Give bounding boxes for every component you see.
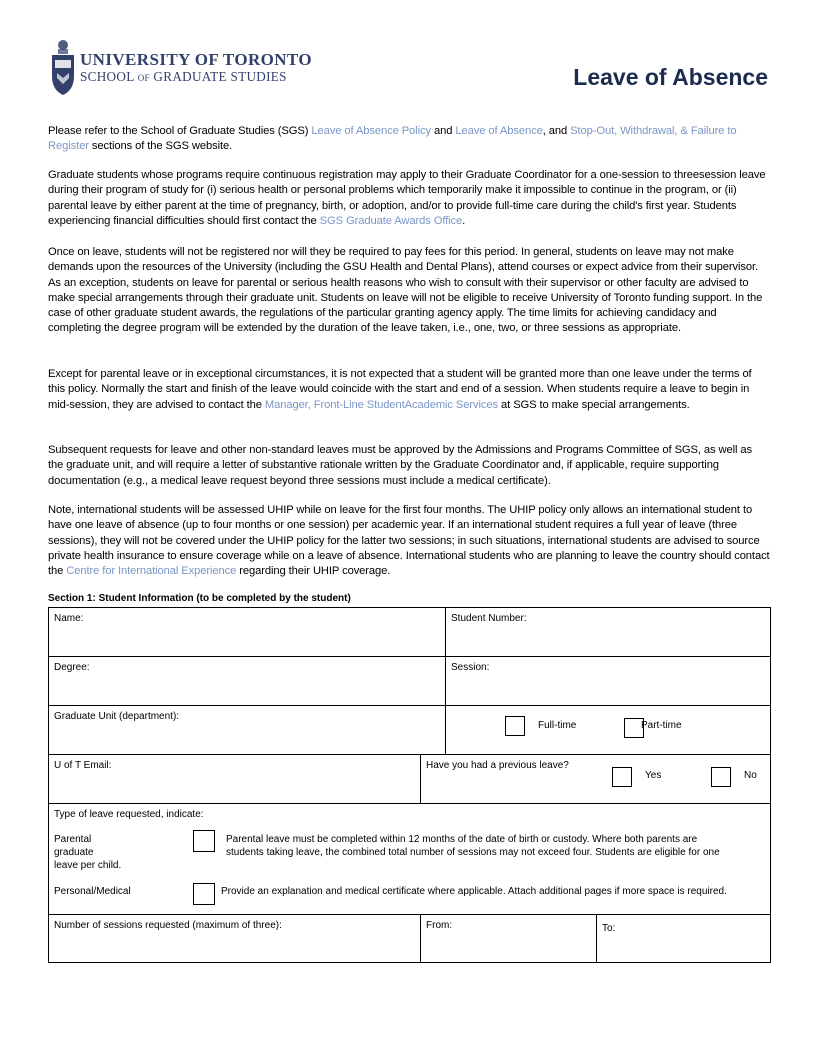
parental-checkbox[interactable] <box>193 830 215 852</box>
previous-leave-no-checkbox[interactable] <box>711 767 731 787</box>
parental-description: Parental leave must be completed within 12 months of the date of birth or custody. Where both parents are students taking leave, the combined total number of sessions may not exceed four. Students are eligible for one <box>226 834 720 858</box>
section-1-title: Section 1: Student Information (to be completed by the student) <box>48 593 351 604</box>
parttime-label: Part-time <box>641 720 682 731</box>
page-title: Leave of Absence <box>573 64 768 90</box>
personal-medical-checkbox[interactable] <box>193 883 215 905</box>
subsequent-requests-paragraph: Subsequent requests for leave and other non-standard leaves must be approved by the Admissions and Programs Committee of SGS, as well as the graduate unit, and will require a letter of substantive rationale written by the Graduate Coordinator and, if applicable, require supporting documentation (e.g., a medical leave request beyond three sessions must include a medical certificate). <box>48 444 753 487</box>
exceptions-paragraph: Except for parental leave or in exceptional circumstances, it is not expected that a student will be granted more than one leave under the terms of this policy. Normally the start and finish of the leave would coincide with the start and end of a session. When students require a leave to begin in mid-session, they are advised to contact the Manager, Front-Line StudentAcademic Services at SGS to make special arrangements. <box>48 368 752 411</box>
intro-paragraph: Please refer to the School of Graduate Studies (SGS) Leave of Absence Policy and Leave of Absence, and Stop-Out, Withdrawal, & Failure to Register sections of the SGS website. <box>48 125 737 153</box>
no-label: No <box>744 770 757 781</box>
fulltime-checkbox[interactable] <box>505 716 525 736</box>
leave-policy-link[interactable]: Leave of Absence Policy <box>311 125 431 137</box>
eligibility-paragraph: Graduate students whose programs require continuous registration may apply to their Graduate Coordinator for a one-session to threesession leave during their program of study for (i) serious health or personal problems which temporarily make it impossible to continue in the program, or (ii) parental leave by either parent at the time of pregnancy, birth, or adoption, and/or to provide full-time care during the child's first year. Students experiencing financial difficulties should first contact the SGS Graduate Awards Office. <box>48 169 766 227</box>
session-field[interactable]: Session: <box>446 657 771 706</box>
to-field[interactable]: To: <box>597 915 771 963</box>
parental-label: Parental graduate leave per child. <box>54 834 122 871</box>
yes-label: Yes <box>645 770 662 781</box>
leave-type-cell <box>49 804 771 915</box>
sessions-requested-field[interactable]: Number of sessions requested (maximum of three): <box>49 915 421 963</box>
international-experience-link[interactable]: Centre for International Experience <box>66 565 237 578</box>
university-logo <box>50 38 312 96</box>
name-field[interactable]: Name: <box>49 608 446 657</box>
email-field[interactable]: U of T Email: <box>49 755 421 804</box>
student-info-form <box>48 607 771 963</box>
stop-out-link[interactable]: Stop-Out, Withdrawal, & Failure to Register <box>48 125 737 153</box>
previous-leave-cell: Have you had a previous leave? Yes No <box>421 755 771 804</box>
university-crest-icon <box>50 38 76 96</box>
degree-field[interactable]: Degree: <box>49 657 446 706</box>
graduate-awards-link[interactable]: SGS Graduate Awards Office <box>319 214 463 227</box>
graduate-unit-field[interactable]: Graduate Unit (department): <box>49 706 446 755</box>
logo-university-name: UNIVERSITY OF TORONTO <box>80 50 312 69</box>
logo-school-name: SCHOOL OF GRADUATE STUDIES <box>80 69 287 84</box>
enrolment-status-cell <box>446 706 771 755</box>
international-paragraph: Note, international students will be assessed UHIP while on leave for the first four months. The UHIP policy only allows an international student to have one leave of absence (up to four months or one session) per academic year. If an international student requires a full year of leave (three sessions), they will not be covered under the UHIP policy for the latter two sessions; in such situations, international students are advised to source private health insurance to ensure coverage while on a leave of absence. International students who are planning to leave the country should contact the Centre for International Experience regarding their UHIP coverage. <box>48 504 770 578</box>
fulltime-label: Full-time <box>538 720 577 731</box>
from-field[interactable]: From: <box>421 915 597 963</box>
student-number-field[interactable]: Student Number: <box>446 608 771 657</box>
personal-medical-label: Personal/Medical <box>54 886 131 897</box>
leave-of-absence-link[interactable]: Leave of Absence <box>455 125 543 137</box>
personal-medical-description: Provide an explanation and medical certificate where applicable. Attach additional pages if more space is required. <box>221 886 727 897</box>
previous-leave-yes-checkbox[interactable] <box>612 767 632 787</box>
on-leave-paragraph: Once on leave, students will not be registered nor will they be required to pay fees for this period. In general, students on leave may not make demands upon the resources of the University (including the GSU Health and Dental Plans), attend courses or expect advice from their supervisor. As an exception, students on leave for parental or serious health reasons who wish to consult with their supervisor or other faculty are advised to make special arrangements through their graduate unit. Students on leave will not be eligible to receive University of Toronto funding support. In the case of other graduate student awards, the regulations of the particular granting agency apply. The time limits for achieving candidacy and completing the degree program will be extended by the duration of the leave taken, i.e., one, two, or three sessions as appropriate. <box>48 246 763 335</box>
front-line-services-link[interactable]: Manager, Front-Line StudentAcademic Services <box>264 398 499 411</box>
leave-type-label: Type of leave requested, indicate: <box>54 809 204 820</box>
